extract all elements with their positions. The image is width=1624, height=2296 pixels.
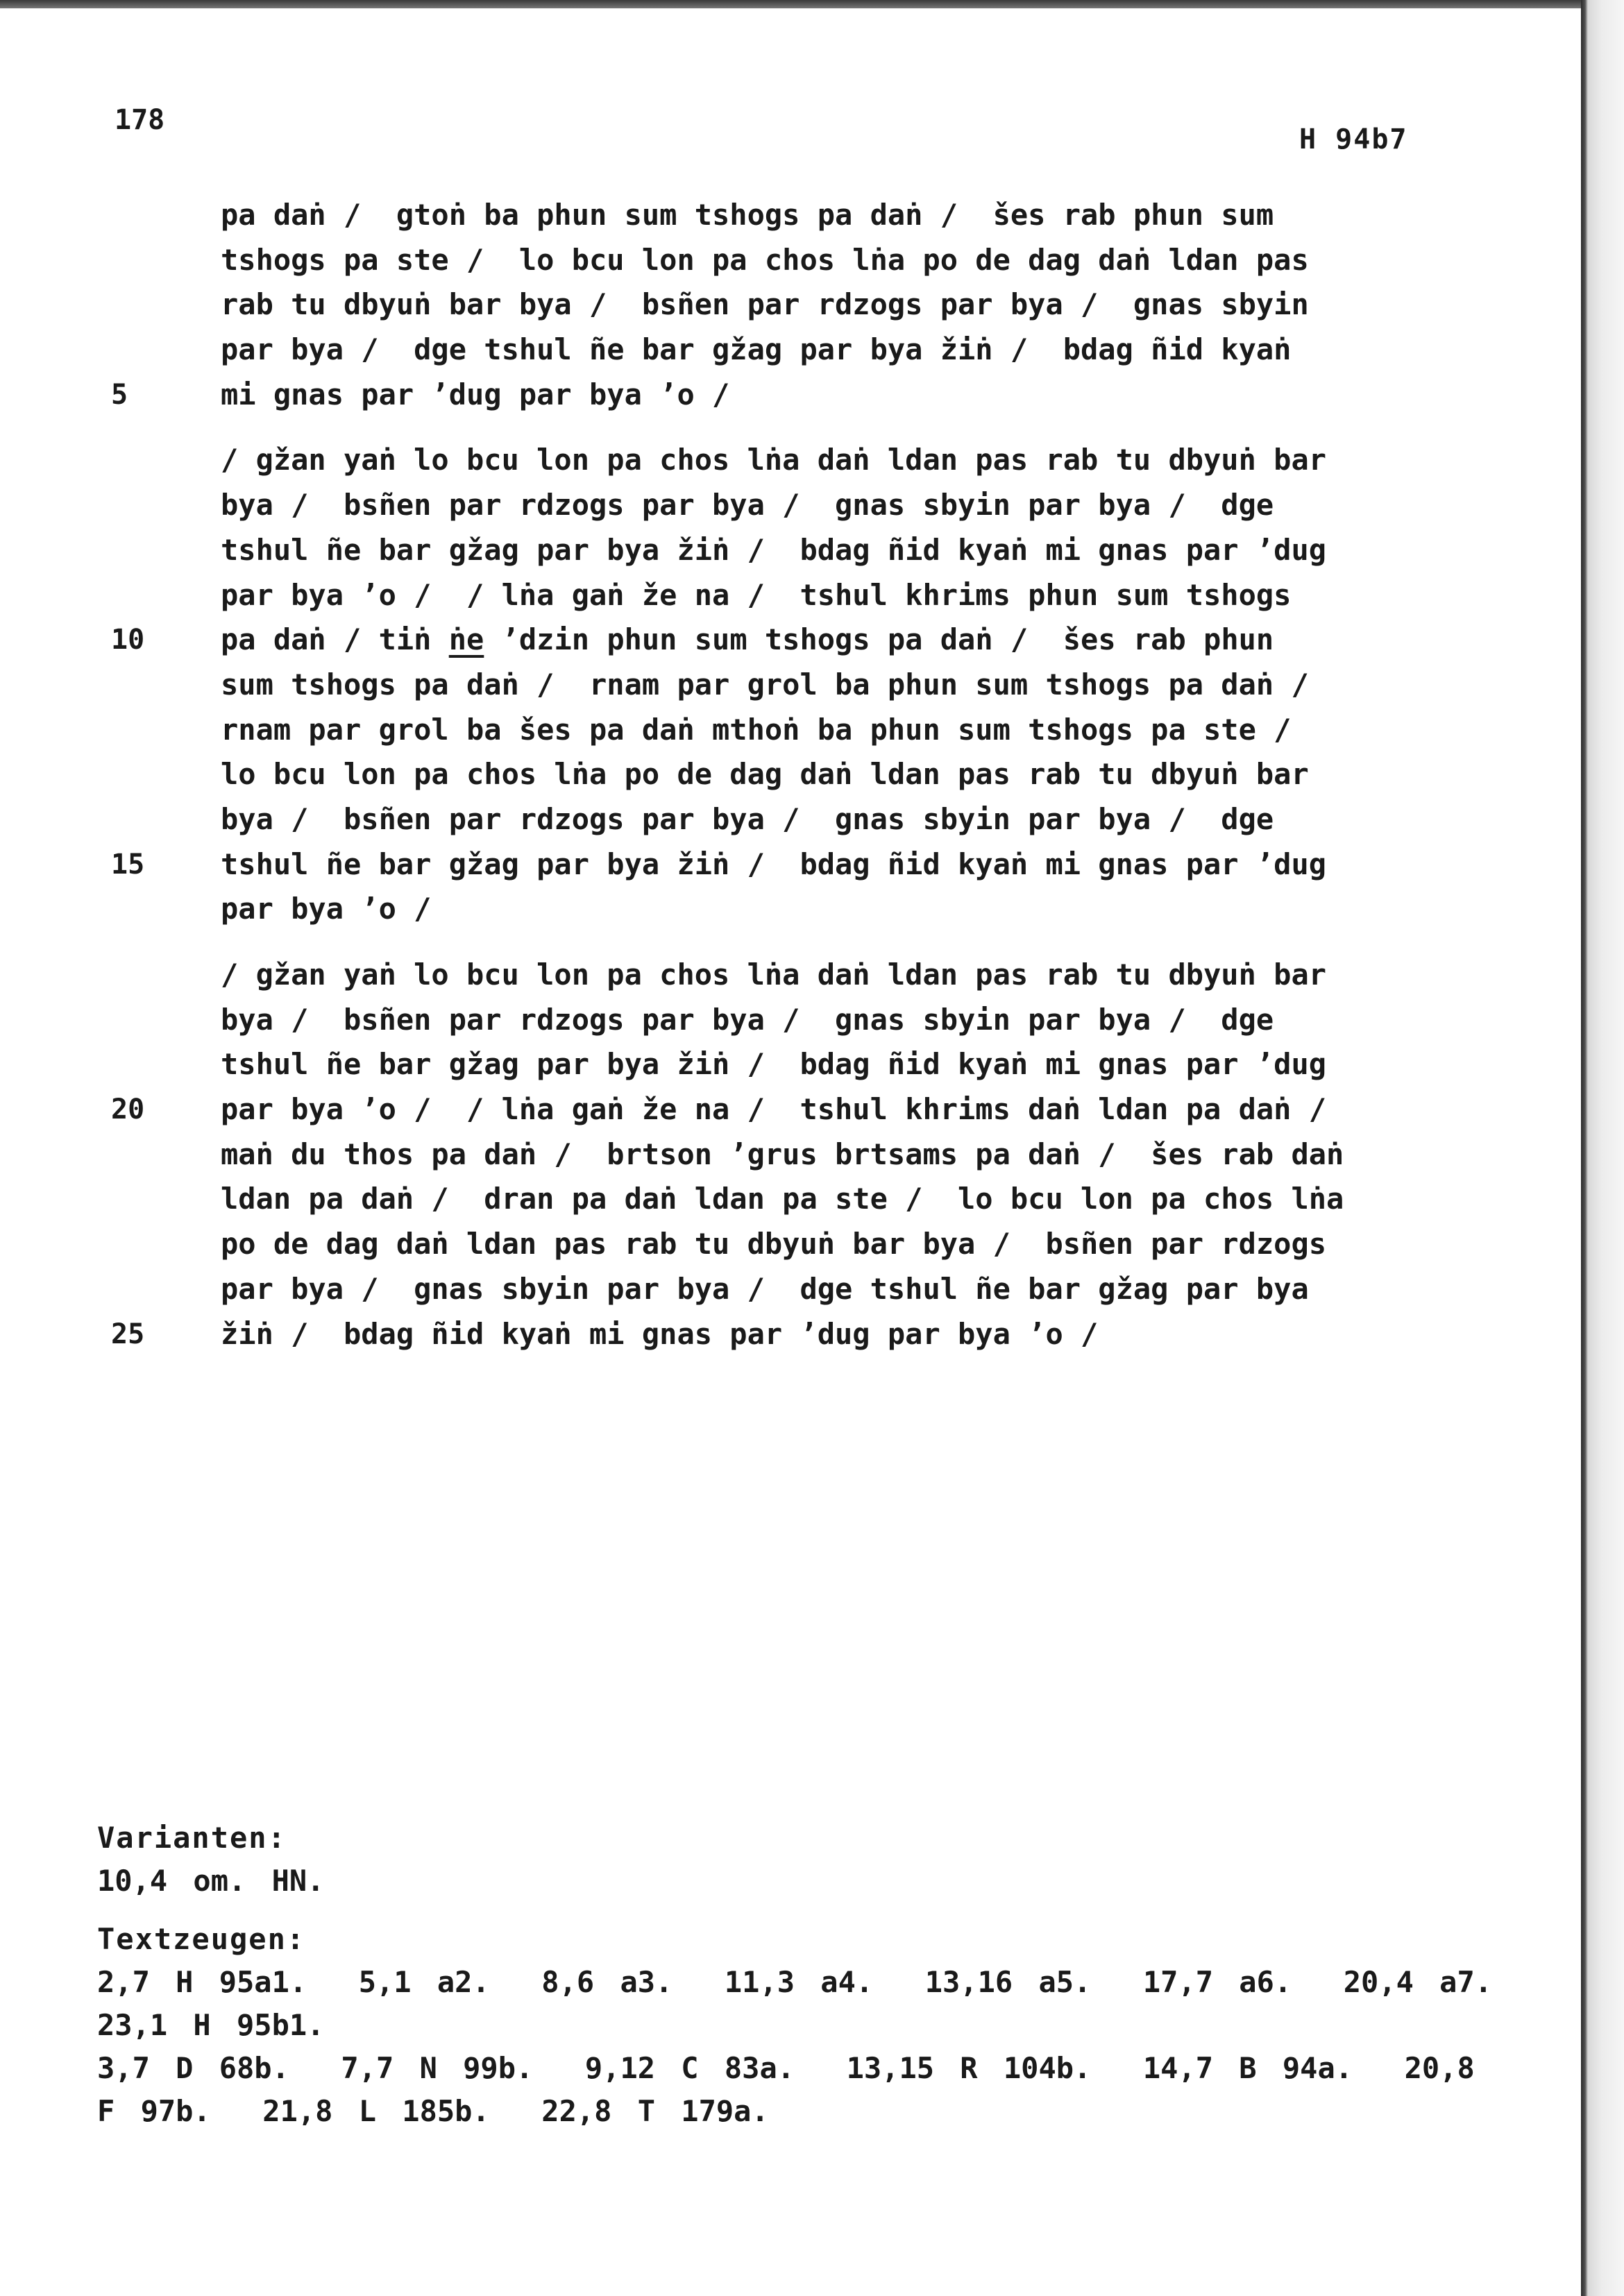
text-paragraph (0, 438, 1457, 932)
line-text-segment: bya / bsñen par rdzogs par bya / gnas sbyin par bya / dge (221, 1002, 1274, 1037)
line-text-segment: tshul ñe bar gžag par bya žiṅ / bdag ñid kyaṅ mi gnas par ’dug (221, 1047, 1327, 1082)
line-text (221, 1312, 1098, 1357)
line-text (221, 1132, 1344, 1177)
folio-reference: H 94b7 (1299, 124, 1408, 155)
text-line (0, 438, 1457, 483)
text-line (0, 618, 1457, 663)
varianten-heading: Varianten: (97, 1821, 287, 1855)
text-line (0, 1222, 1457, 1267)
scan-top-edge (0, 0, 1582, 8)
line-text-segment: ldan pa daṅ / dran pa daṅ ldan pa ste / lo bcu lon pa chos lṅa (221, 1182, 1344, 1216)
text-line (0, 328, 1457, 373)
text-line (0, 1267, 1457, 1312)
textzeugen-line: 23,1 H 95b1. (97, 2008, 325, 2042)
textzeugen-heading: Textzeugen: (97, 1922, 306, 1956)
line-text-segment: par bya ’o / / lṅa gaṅ že na / tshul khrims daṅ ldan pa daṅ / (221, 1092, 1327, 1127)
line-text (221, 998, 1274, 1043)
line-text (221, 708, 1291, 753)
line-text (221, 842, 1326, 887)
line-text-segment: / gžan yaṅ lo bcu lon pa chos lṅa daṅ ldan pas rab tu dbyuṅ bar (221, 958, 1327, 992)
line-text-segment: par bya ’o / / lṅa gaṅ že na / tshul khrims phun sum tshogs (221, 577, 1292, 612)
line-text-segment: maṅ du thos pa daṅ / brtson ’grus brtsams pa daṅ / šes rab daṅ (221, 1137, 1344, 1171)
textzeugen-line: 2,7 H 95a1. 5,1 a2. 8,6 a3. 11,3 a4. 13,16 a5. 17,7 a6. 20,4 a7. (97, 1965, 1493, 1999)
line-text (221, 953, 1326, 998)
line-text-segment: / gžan yaṅ lo bcu lon pa chos lṅa daṅ ldan pas rab tu dbyuṅ bar (221, 443, 1327, 477)
line-text-segment: tshul ñe bar gžag par bya žiṅ / bdag ñid kyaṅ mi gnas par ’dug (221, 847, 1327, 881)
textzeugen-line: 3,7 D 68b. 7,7 N 99b. 9,12 C 83a. 13,15 R 104b. 14,7 B 94a. 20,8 (97, 2051, 1475, 2085)
text-line (0, 282, 1457, 328)
text-line (0, 1042, 1457, 1087)
line-text (221, 887, 431, 932)
line-text-segment: po de dag daṅ ldan pas rab tu dbyuṅ bar bya / bsñen par rdzogs (221, 1227, 1327, 1261)
line-text-segment: žiṅ / bdag ñid kyaṅ mi gnas par ’dug par bya ’o / (221, 1316, 1099, 1351)
varianten-line: 10,4 om. HN. (97, 1864, 325, 1898)
text-line (0, 1132, 1457, 1177)
line-text (221, 328, 1291, 373)
line-text (221, 1042, 1326, 1087)
line-text (221, 438, 1326, 483)
critical-apparatus (97, 1817, 1493, 2148)
line-text-segment: sum tshogs pa daṅ / rnam par grol ba phun sum tshogs pa daṅ / (221, 667, 1309, 701)
textzeugen-section (97, 1918, 1493, 2133)
text-line (0, 887, 1457, 932)
text-line (0, 238, 1457, 283)
text-line (0, 797, 1457, 842)
line-text-segment: par bya / dge tshul ñe bar gžag par bya žiṅ / bdag ñid kyaṅ (221, 332, 1292, 367)
line-text-segment: mi gnas par ’dug par bya ’o / (221, 377, 730, 411)
line-text-segment: pa daṅ / tiṅ (221, 622, 449, 657)
line-text (221, 528, 1326, 573)
scan-right-edge (1581, 0, 1624, 2296)
text-line (0, 1087, 1457, 1132)
text-line (0, 953, 1457, 998)
text-line (0, 842, 1457, 887)
line-text (221, 752, 1309, 797)
line-text-segment: par bya ’o / (221, 892, 432, 926)
line-number: 20 (111, 1094, 145, 1126)
text-line (0, 528, 1457, 573)
line-text-segment: par bya / gnas sbyin par bya / dge tshul ñe bar gžag par bya (221, 1271, 1309, 1306)
line-text (221, 663, 1309, 708)
line-text-segment: rnam par grol ba šes pa daṅ mthoṅ ba phun sum tshogs pa ste / (221, 712, 1292, 747)
text-line (0, 573, 1457, 618)
line-text-segment: rab tu dbyuṅ bar bya / bsñen par rdzogs par bya / gnas sbyin (221, 287, 1309, 322)
line-text (221, 618, 1274, 663)
text-line (0, 1177, 1457, 1222)
line-number: 25 (111, 1318, 145, 1350)
textzeugen-line: F 97b. 21,8 L 185b. 22,8 T 179a. (97, 2094, 769, 2128)
line-text-segment: bya / bsñen par rdzogs par bya / gnas sbyin par bya / dge (221, 801, 1274, 836)
text-line (0, 1312, 1457, 1357)
line-text (221, 1267, 1309, 1312)
text-line (0, 663, 1457, 708)
text-paragraph (0, 953, 1457, 1357)
line-text-segment: tshogs pa ste / lo bcu lon pa chos lṅa po de dag daṅ ldan pas (221, 242, 1309, 277)
line-number: 10 (111, 624, 145, 656)
line-text (221, 573, 1291, 618)
underlined-variant-word: ṅe (448, 622, 484, 657)
line-text (221, 238, 1309, 283)
varianten-section (97, 1817, 1485, 1903)
text-line (0, 193, 1457, 238)
line-text (221, 1087, 1326, 1132)
line-text (221, 373, 729, 418)
line-text (221, 797, 1274, 842)
text-line (0, 708, 1457, 753)
line-number: 15 (111, 848, 145, 881)
page-number: 178 (115, 104, 165, 136)
text-line (0, 998, 1457, 1043)
line-text (221, 193, 1274, 238)
line-text (221, 483, 1274, 528)
line-text-segment: ’dzin phun sum tshogs pa daṅ / šes rab phun (484, 622, 1274, 657)
line-text (221, 1177, 1344, 1222)
line-text-segment: bya / bsñen par rdzogs par bya / gnas sbyin par bya / dge (221, 488, 1274, 522)
line-text (221, 1222, 1326, 1267)
text-paragraph (0, 193, 1457, 417)
tibetan-transliteration-body (0, 193, 1457, 1377)
line-text-segment: lo bcu lon pa chos lṅa po de dag daṅ ldan pas rab tu dbyuṅ bar (221, 757, 1309, 792)
line-number: 5 (111, 378, 128, 411)
text-line (0, 483, 1457, 528)
text-line (0, 373, 1457, 418)
line-text (221, 282, 1309, 328)
text-line (0, 752, 1457, 797)
line-text-segment: pa daṅ / gtoṅ ba phun sum tshogs pa daṅ / šes rab phun sum (221, 198, 1274, 232)
line-text-segment: tshul ñe bar gžag par bya žiṅ / bdag ñid kyaṅ mi gnas par ’dug (221, 532, 1327, 567)
